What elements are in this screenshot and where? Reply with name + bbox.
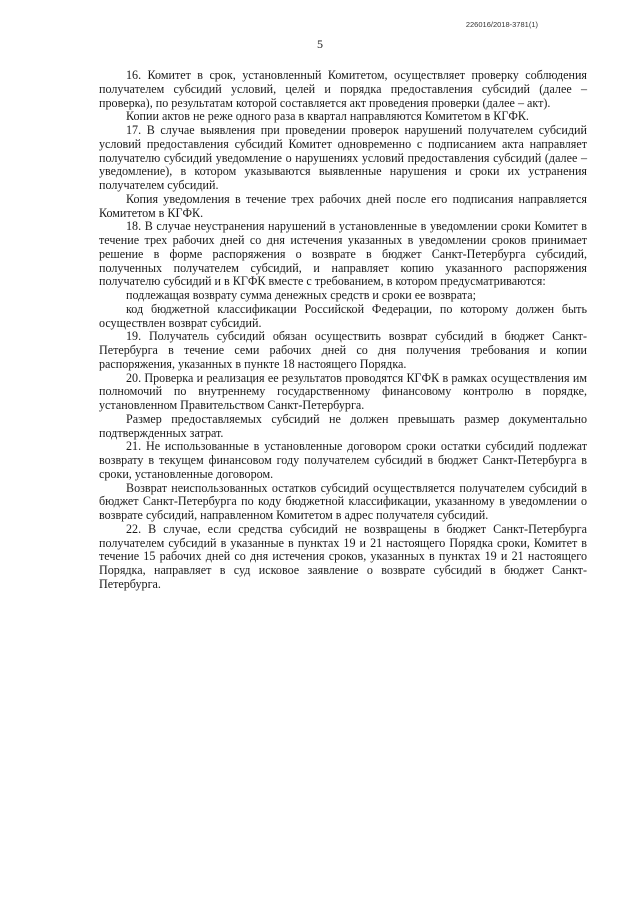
- paragraph-20: 20. Проверка и реализация ее результатов проводятся КГФК в рамках осуществления им полномочий по внутреннему государственному финансовому контролю в порядке, установленном Правительством Санкт-Петербурга.: [99, 370, 587, 412]
- paragraph-18-item-code: код бюджетной классификации Российской Федерации, по которому должен быть осуществлен возврат субсидий.: [99, 301, 587, 330]
- paragraph-19: 19. Получатель субсидий обязан осуществить возврат субсидий в бюджет Санкт-Петербурга в течение семи рабочих дней со дня получения требования и копии распоряжения, указанных в пункте 18 настоящего Порядка.: [99, 329, 587, 371]
- paragraph-22: 22. В случае, если средства субсидий не возвращены в бюджет Санкт-Петербурга получателем субсидий в указанные в пунктах 19 и 21 настоящего Порядка сроки, Комитет в течение 15 рабочих дней со дня истечения сроков, указанных в пунктах 19 и 21 настоящего Порядка, направляет в суд исковое заявление о возврате субсидий в бюджет Санкт-Петербурга.: [99, 521, 587, 591]
- paragraph-17-copy: Копия уведомления в течение трех рабочих дней после его подписания направляется Комитетом в КГФК.: [99, 191, 587, 220]
- paragraph-18-item-amount: подлежащая возврату сумма денежных средств и сроки ее возврата;: [126, 288, 476, 302]
- paragraph-18: 18. В случае неустранения нарушений в установленные в уведомлении сроки Комитет в течение трех рабочих дней со дня истечения указанных в уведомлении сроков принимает решение в форме распоряжения о возврате в бюджет Санкт-Петербурга субсидий, полученных получателем субсидий, и направляет копию указанного распоряжения получателю субсидий и в КГФК вместе с требованием, в котором предусматриваются:: [99, 219, 587, 289]
- paragraph-20-limit: Размер предоставляемых субсидий не должен превышать размер документально подтвержденных затрат.: [99, 411, 587, 440]
- paragraph-21: 21. Не использованные в установленные договором сроки остатки субсидий подлежат возврату в текущем финансовом году получателем субсидий в бюджет Санкт-Петербурга в сроки, установленные договором.: [99, 439, 587, 481]
- document-id: 226016/2018-3781(1): [465, 20, 538, 29]
- page-number: 5: [317, 37, 323, 51]
- paragraph-16: 16. Комитет в срок, установленный Комитетом, осуществляет проверку соблюдения получателем субсидий условий, целей и порядка предоставления субсидий (далее – проверка), по результатам которой составляется акт проведения проверки (далее – акт).: [99, 68, 587, 110]
- document-body: [99, 69, 587, 592]
- paragraph-17: 17. В случае выявления при проведении проверок нарушений получателем субсидий условий предоставления субсидий Комитет одновременно с подписанием акта направляет получателю субсидий уведомление о нарушениях условий предоставления субсидий (далее – уведомление), в котором указываются выявленные нарушения и сроки их устранения получателем субсидий.: [99, 123, 587, 192]
- paragraph-21-return: Возврат неиспользованных остатков субсидий осуществляется получателем субсидий в бюджет Санкт-Петербурга по коду бюджетной классификации, указанному в уведомлении о возврате субсидий, направленном Комитетом в адрес получателя субсидий.: [99, 480, 587, 522]
- paragraph-16-copies: Копии актов не реже одного раза в квартал направляются Комитетом в КГФК.: [126, 109, 529, 124]
